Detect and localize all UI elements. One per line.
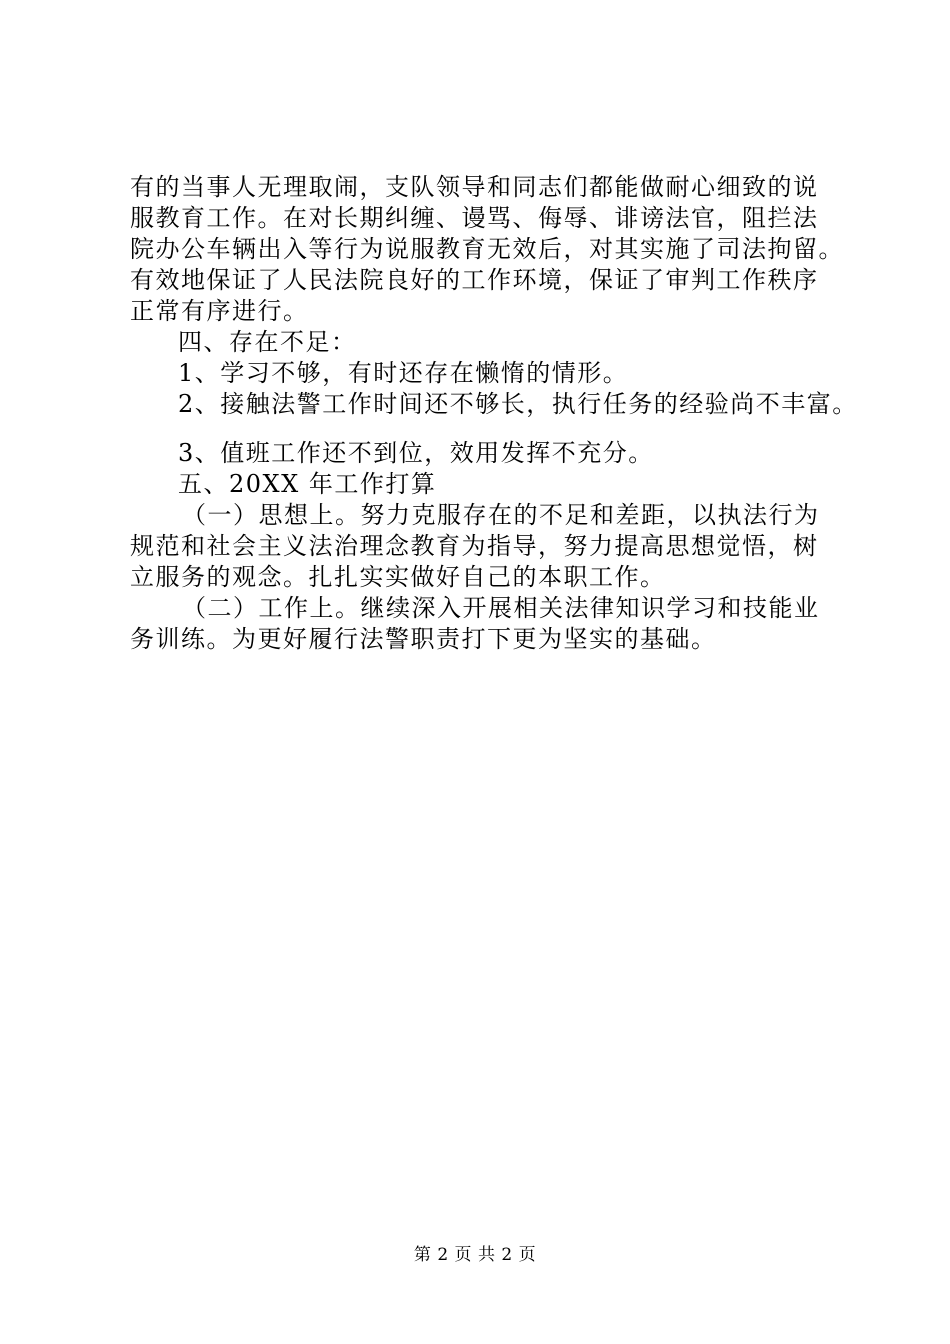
paragraph-line: 院办公车辆出入等行为说服教育无效后，对其实施了司法拘留。 xyxy=(130,235,844,263)
document-body xyxy=(130,172,858,655)
paragraph-line: 有的当事人无理取闹，支队领导和同志们都能做耐心细致的说 xyxy=(130,173,819,201)
paragraph-line: 有效地保证了人民法院良好的工作环境，保证了审判工作秩序 xyxy=(130,266,819,294)
paragraph-line: 正常有序进行。 xyxy=(130,297,309,325)
paragraph-line: （一）思想上。努力克服存在的不足和差距，以执法行为 xyxy=(182,501,820,529)
list-item: 1、学习不够，有时还存在懒惰的情形。 xyxy=(178,359,629,387)
list-item: 2、接触法警工作时间还不够长，执行任务的经验尚不丰富。 xyxy=(178,390,858,418)
paragraph-line: 规范和社会主义法治理念教育为指导，努力提高思想觉悟，树 xyxy=(130,532,819,560)
paragraph-line: 立服务的观念。扎扎实实做好自己的本职工作。 xyxy=(130,563,666,591)
paragraph-line: 务训练。为更好履行法警职责打下更为坚实的基础。 xyxy=(130,625,717,653)
page-footer: 第 2 页 共 2 页 xyxy=(413,1245,537,1265)
paragraph-line: 服教育工作。在对长期纠缠、谩骂、侮辱、诽谤法官，阻拦法 xyxy=(130,204,819,232)
section-heading-shortcomings: 四、存在不足： xyxy=(178,328,357,356)
list-item: 3、值班工作还不到位，效用发挥不充分。 xyxy=(178,439,654,467)
paragraph-line: （二）工作上。继续深入开展相关法律知识学习和技能业 xyxy=(182,594,820,622)
section-heading-plan: 五、20XX 年工作打算 xyxy=(178,470,437,498)
